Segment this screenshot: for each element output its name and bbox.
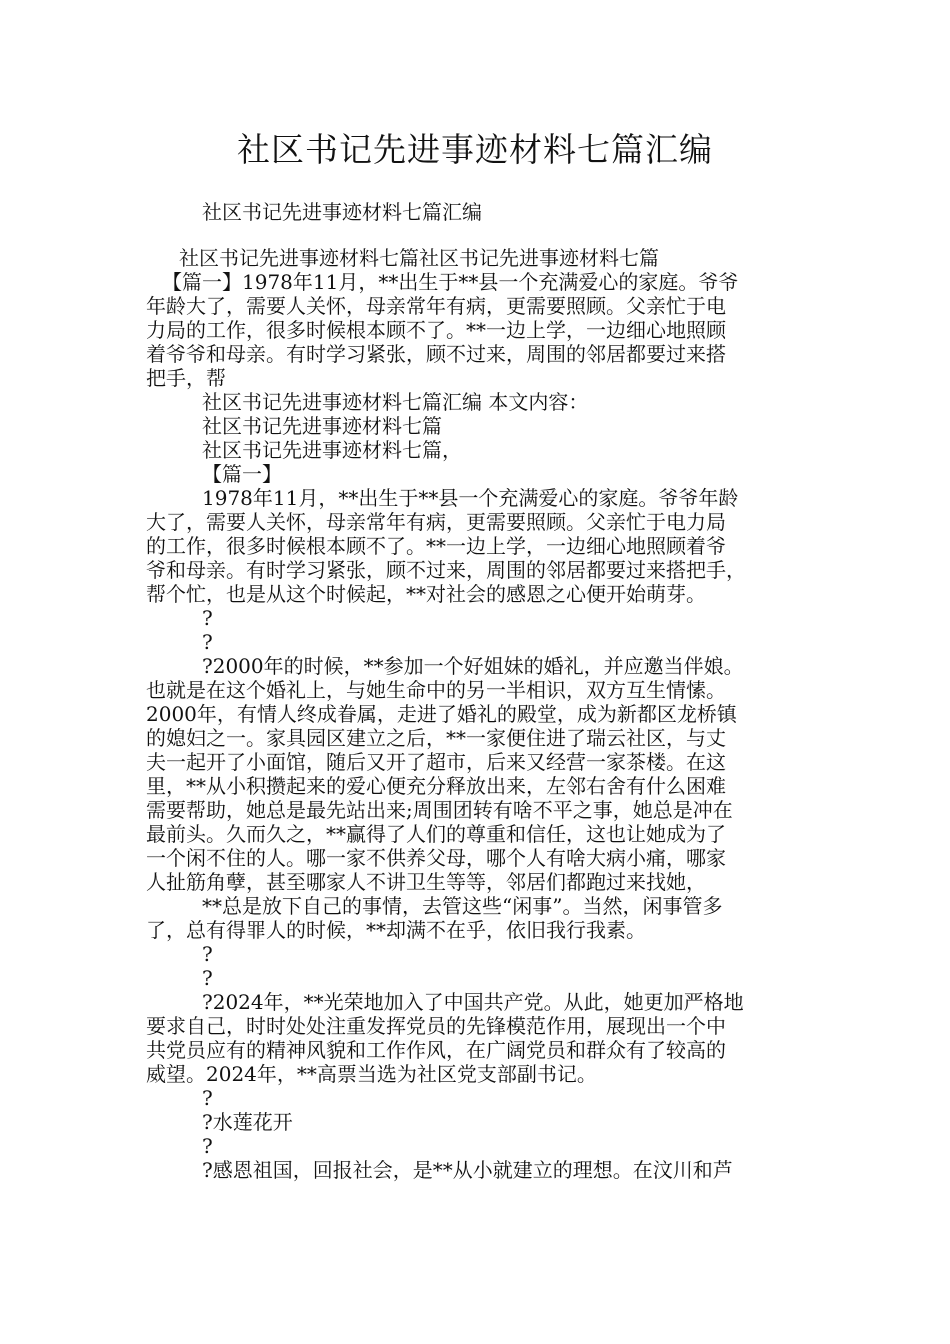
body-line: 的工作，很多时候根本顾不了。**一边上学，一边细心地照顾着爷	[146, 534, 726, 558]
body-line: 社区书记先进事迹材料七篇	[202, 414, 442, 438]
body-line: 【篇一】	[202, 462, 282, 486]
body-line: ?	[202, 1086, 213, 1110]
body-line: 2000年，有情人终成眷属，走进了婚礼的殿堂，成为新都区龙桥镇	[146, 702, 737, 726]
document-body	[146, 246, 826, 1182]
body-line: 共党员应有的精神风貌和工作作风，在广阔党员和群众有了较高的	[146, 1038, 726, 1062]
document-subtitle: 社区书记先进事迹材料七篇汇编	[202, 200, 482, 224]
body-line: 的媳妇之一。家具园区建立之后，**一家便住进了瑞云社区，与丈	[146, 726, 726, 750]
body-line: 【篇一】1978年11月，**出生于**县一个充满爱心的家庭。爷爷	[162, 270, 739, 294]
body-line: ?	[202, 966, 213, 990]
body-line: 需要帮助，她总是最先站出来;周围团转有啥不平之事，她总是冲在	[146, 798, 733, 822]
body-line: ?水莲花开	[202, 1110, 293, 1134]
body-line: 帮个忙，也是从这个时候起，**对社会的感恩之心便开始萌芽。	[146, 582, 706, 606]
body-line: 年龄大了，需要人关怀，母亲常年有病，更需要照顾。父亲忙于电	[146, 294, 726, 318]
body-line: 把手，帮	[146, 366, 226, 390]
body-line: 威望。2024年，**高票当选为社区党支部副书记。	[146, 1062, 597, 1086]
body-line: 也就是在这个婚礼上，与她生命中的另一半相识，双方互生情愫。	[146, 678, 726, 702]
body-line: 最前头。久而久之，**赢得了人们的尊重和信任，这也让她成为了	[146, 822, 726, 846]
body-line: 力局的工作，很多时候根本顾不了。**一边上学，一边细心地照顾	[146, 318, 726, 342]
document-title: 社区书记先进事迹材料七篇汇编	[237, 130, 713, 169]
body-line: ?	[202, 1134, 213, 1158]
body-line: 爷和母亲。有时学习紧张，顾不过来，周围的邻居都要过来搭把手，	[146, 558, 746, 582]
body-line: ?感恩祖国，回报社会，是**从小就建立的理想。在汶川和芦	[202, 1158, 733, 1182]
body-line: 人扯筋角孽，甚至哪家人不讲卫生等等，邻居们都跑过来找她，	[146, 870, 706, 894]
body-line: 着爷爷和母亲。有时学习紧张，顾不过来，周围的邻居都要过来搭	[146, 342, 726, 366]
body-line: 要求自己，时时处处注重发挥党员的先锋模范作用，展现出一个中	[146, 1014, 726, 1038]
body-line: 大了，需要人关怀，母亲常年有病，更需要照顾。父亲忙于电力局	[146, 510, 726, 534]
body-line: 社区书记先进事迹材料七篇汇编 本文内容：	[202, 390, 589, 414]
body-line: 一个闲不住的人。哪一家不供养父母，哪个人有啥大病小痛，哪家	[146, 846, 726, 870]
body-line: 里，**从小积攒起来的爱心便充分释放出来，左邻右舍有什么困难	[146, 774, 726, 798]
body-line: 社区书记先进事迹材料七篇社区书记先进事迹材料七篇	[179, 246, 659, 270]
body-line: 夫一起开了小面馆，随后又开了超市，后来又经营一家茶楼。在这	[146, 750, 726, 774]
body-line: ?	[202, 942, 213, 966]
body-line: ?2000年的时候，**参加一个好姐妹的婚礼，并应邀当伴娘。	[202, 654, 744, 678]
body-line: ?2024年，**光荣地加入了中国共产党。从此，她更加严格地	[202, 990, 744, 1014]
body-line: 社区书记先进事迹材料七篇，	[202, 438, 462, 462]
body-line: 1978年11月，**出生于**县一个充满爱心的家庭。爷爷年龄	[202, 486, 739, 510]
body-line: ?	[202, 606, 213, 630]
body-line: 了，总有得罪人的时候，**却满不在乎，依旧我行我素。	[146, 918, 646, 942]
body-line: **总是放下自己的事情，去管这些“闲事”。当然，闲事管多	[202, 894, 723, 918]
body-line: ?	[202, 630, 213, 654]
